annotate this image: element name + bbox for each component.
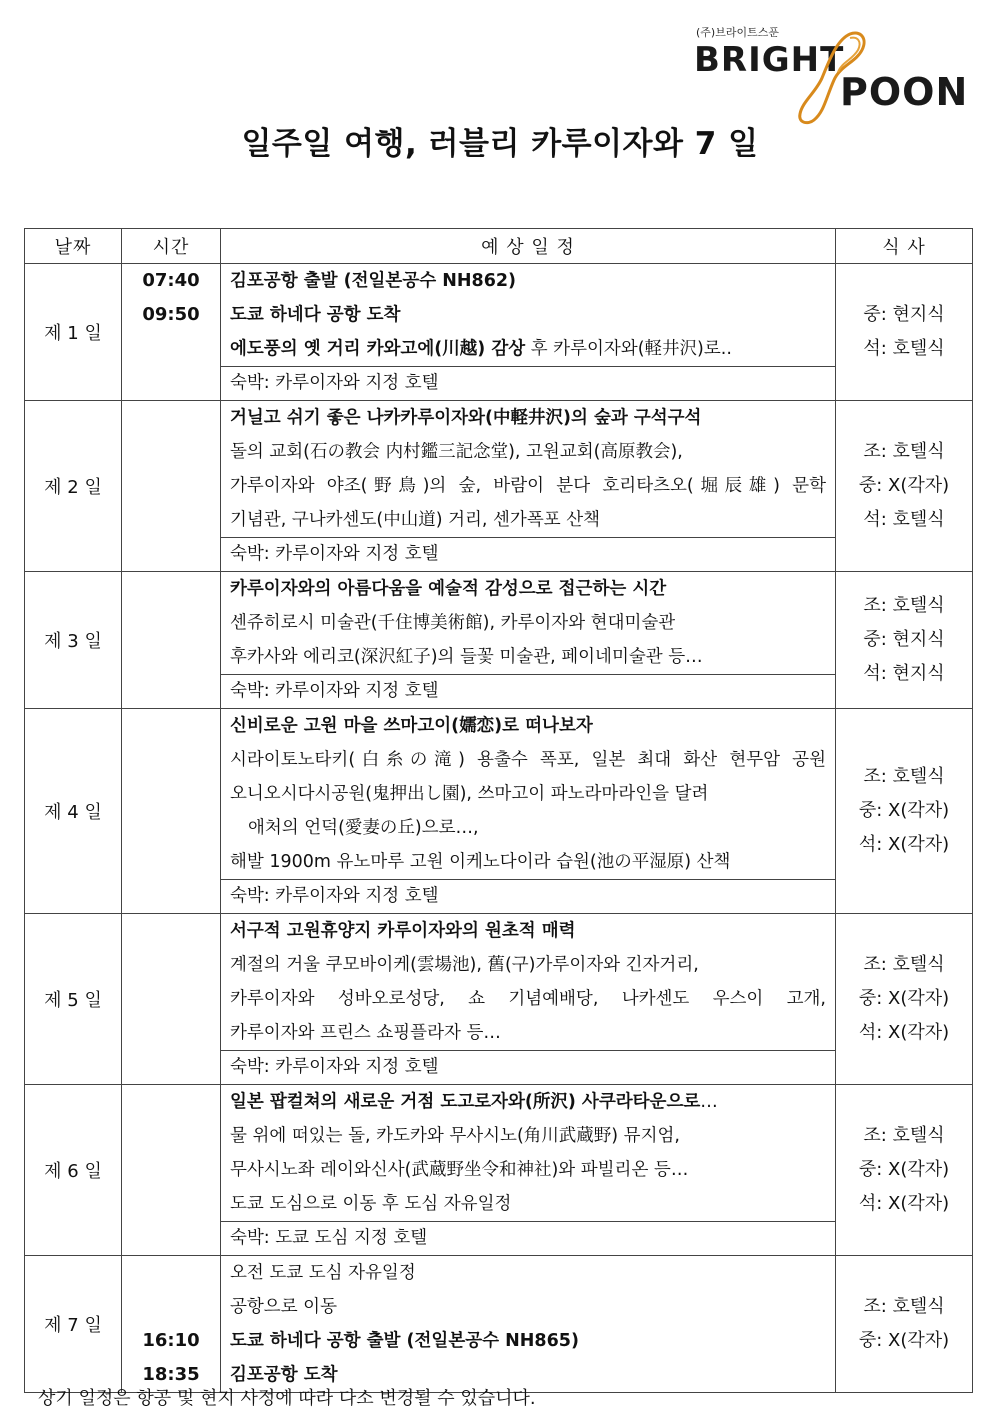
- header-meal: 식 사: [836, 229, 973, 264]
- meal-item: 석: X(각자): [858, 1022, 950, 1043]
- schedule-line: 오니오시다시공원(鬼押出し園), 쓰마고이 파노라마라인을 달려: [230, 784, 709, 804]
- schedule-line: 애처의 언덕(愛妻の丘)으로…,: [248, 818, 479, 838]
- logo-word-poon: POON: [840, 70, 969, 114]
- meal-item: 석: X(각자): [858, 834, 950, 855]
- schedule-line: 김포공항 출발 (전일본공수 NH862): [230, 271, 517, 291]
- meal-item: 중: X(각자): [858, 1159, 950, 1180]
- time-value: 07:40: [142, 270, 200, 291]
- schedule-line-bold: 에도풍의 옛 거리 카와고에(川越) 감상: [230, 339, 526, 359]
- meal-item: 중: X(각자): [858, 1330, 950, 1351]
- time-cell: [122, 914, 221, 1085]
- logo-company-name: (주)브라이트스푼: [696, 26, 779, 39]
- day-label: 제 1 일: [25, 264, 122, 401]
- schedule-line: 서구적 고원휴양지 카루이자와의 원초적 매력: [230, 921, 576, 941]
- day-label: 제 3 일: [25, 572, 122, 709]
- schedule-line-bold: 일본 팝컬쳐의 새로운 거점 도고로자와(所沢) 사쿠라타운으로: [230, 1092, 701, 1112]
- meal-item: 조: 호텔식: [863, 1296, 945, 1317]
- table-row: [25, 264, 973, 401]
- day-label: 제 2 일: [25, 401, 122, 572]
- schedule-cell: [221, 1085, 836, 1256]
- meal-item: 석: 호텔식: [863, 509, 945, 530]
- schedule-line: 공항으로 이동: [230, 1297, 337, 1317]
- meal-cell: [836, 264, 973, 401]
- schedule-line: 해발 1900m 유노마루 고원 이케노다이라 습원(池の平湿原) 산책: [230, 852, 731, 872]
- schedule-cell: [221, 572, 836, 709]
- meal-item: 석: X(각자): [858, 1193, 950, 1214]
- schedule-line: 카루이자와 성바오로성당, 쇼 기념예배당, 나카센도 우스이 고개,: [230, 989, 826, 1009]
- schedule-line: 카루이자와의 아름다움을 예술적 감성으로 접근하는 시간: [230, 579, 667, 599]
- meal-item: 조: 호텔식: [863, 954, 945, 975]
- table-row: [25, 1256, 973, 1393]
- schedule-cell: [221, 709, 836, 914]
- schedule-line: 도쿄 도심으로 이동 후 도심 자유일정: [230, 1194, 512, 1214]
- schedule-line: 거닐고 쉬기 좋은 나카카루이자와(中軽井沢)의 숲과 구석구석: [230, 408, 702, 428]
- day-label: 제 5 일: [25, 914, 122, 1085]
- time-cell: [122, 1256, 221, 1393]
- schedule-line: 계절의 거울 쿠모바이케(雲場池), 舊(구)가루이자와 긴자거리,: [230, 955, 699, 975]
- meal-cell: [836, 709, 973, 914]
- company-logo: [690, 22, 970, 122]
- meal-item: 조: 호텔식: [863, 441, 945, 462]
- meal-item: 조: 호텔식: [863, 1125, 945, 1146]
- meal-item: 석: 호텔식: [863, 338, 945, 359]
- table-row: [25, 914, 973, 1085]
- schedule-line: [230, 1085, 826, 1119]
- header-time: 시간: [122, 229, 221, 264]
- schedule-line: 김포공항 도착: [230, 1365, 338, 1385]
- time-cell: [122, 264, 221, 401]
- schedule-cell: [221, 1256, 836, 1393]
- page-title: 일주일 여행, 러블리 카루이자와 7 일: [241, 126, 759, 162]
- header-plan: 예 상 일 정: [221, 229, 836, 264]
- time-value: 16:10: [142, 1330, 200, 1351]
- lodging: 숙박: 카루이자와 지정 호텔: [221, 879, 835, 913]
- time-cell: [122, 1085, 221, 1256]
- table-row: [25, 1085, 973, 1256]
- schedule-line: 기념관, 구나카센도(中山道) 거리, 센가폭포 산책: [230, 510, 601, 530]
- meal-item: 중: 현지식: [863, 629, 945, 650]
- time-cell: [122, 572, 221, 709]
- table-row: [25, 709, 973, 914]
- meal-cell: [836, 401, 973, 572]
- day-label: 제 6 일: [25, 1085, 122, 1256]
- logo-word-bright: BRIGHT: [694, 40, 845, 80]
- itinerary-table: [24, 228, 973, 1393]
- meal-item: 중: 현지식: [863, 304, 945, 325]
- lodging: 숙박: 카루이자와 지정 호텔: [221, 366, 835, 400]
- lodging: 숙박: 카루이자와 지정 호텔: [221, 537, 835, 571]
- schedule-line: 카루이자와 프린스 쇼핑플라자 등…: [230, 1023, 501, 1043]
- schedule-line: 후카사와 에리코(深沢紅子)의 들꽃 미술관, 페이네미술관 등…: [230, 647, 703, 667]
- table-row: [25, 401, 973, 572]
- day-label: 제 7 일: [25, 1256, 122, 1393]
- table-row: [25, 572, 973, 709]
- time-cell: [122, 709, 221, 914]
- schedule-line: 물 위에 떠있는 돌, 카도카와 무사시노(角川武蔵野) 뮤지엄,: [230, 1126, 680, 1146]
- time-value: 18:35: [142, 1364, 200, 1385]
- schedule-cell: [221, 914, 836, 1085]
- schedule-line: 도쿄 하네다 공항 도착: [230, 305, 401, 325]
- meal-item: 조: 호텔식: [863, 766, 945, 787]
- lodging: 숙박: 카루이자와 지정 호텔: [221, 1050, 835, 1084]
- schedule-line: 신비로운 고원 마을 쓰마고이(嬬恋)로 떠나보자: [230, 716, 593, 736]
- meal-cell: [836, 914, 973, 1085]
- lodging: 숙박: 도쿄 도심 지정 호텔: [221, 1221, 835, 1255]
- schedule-line: 시라이토노타키(白糸の滝) 용출수 폭포, 일본 최대 화산 현무암 공원: [230, 750, 826, 770]
- schedule-line: 돌의 교회(石の教会 内村鑑三記念堂), 고원교회(高原教会),: [230, 442, 683, 462]
- meal-item: 중: X(각자): [858, 475, 950, 496]
- footnote: 상기 일정은 항공 및 현지 사정에 따라 다소 변경될 수 있습니다.: [38, 1388, 536, 1409]
- day-label: 제 4 일: [25, 709, 122, 914]
- time-cell: [122, 401, 221, 572]
- schedule-line: 오전 도쿄 도심 자유일정: [230, 1263, 416, 1283]
- meal-item: 중: X(각자): [858, 988, 950, 1009]
- schedule-cell: [221, 264, 836, 401]
- schedule-cell: [221, 401, 836, 572]
- meal-item: 조: 호텔식: [863, 595, 945, 616]
- meal-cell: [836, 572, 973, 709]
- schedule-line-suffix: …: [700, 1092, 718, 1112]
- schedule-line: 가루이자와 야조(野鳥)의 숲, 바람이 분다 호리타츠오(堀辰雄) 문학: [230, 476, 826, 496]
- meal-cell: [836, 1256, 973, 1393]
- meal-cell: [836, 1085, 973, 1256]
- lodging: 숙박: 카루이자와 지정 호텔: [221, 674, 835, 708]
- schedule-line-suffix: 후 카루이자와(軽井沢)로..: [525, 339, 732, 359]
- time-value: 09:50: [142, 304, 200, 325]
- meal-item: 중: X(각자): [858, 800, 950, 821]
- schedule-line: 도쿄 하네다 공항 출발 (전일본공수 NH865): [230, 1331, 579, 1351]
- meal-item: 석: 현지식: [863, 663, 945, 684]
- schedule-line: [230, 332, 826, 366]
- header-day: 날짜: [25, 229, 122, 264]
- table-header-row: [25, 229, 973, 264]
- schedule-line: 무사시노좌 레이와신사(武蔵野坐令和神社)와 파빌리온 등…: [230, 1160, 689, 1180]
- schedule-line: 센쥬히로시 미술관(千住博美術館), 카루이자와 현대미술관: [230, 613, 676, 633]
